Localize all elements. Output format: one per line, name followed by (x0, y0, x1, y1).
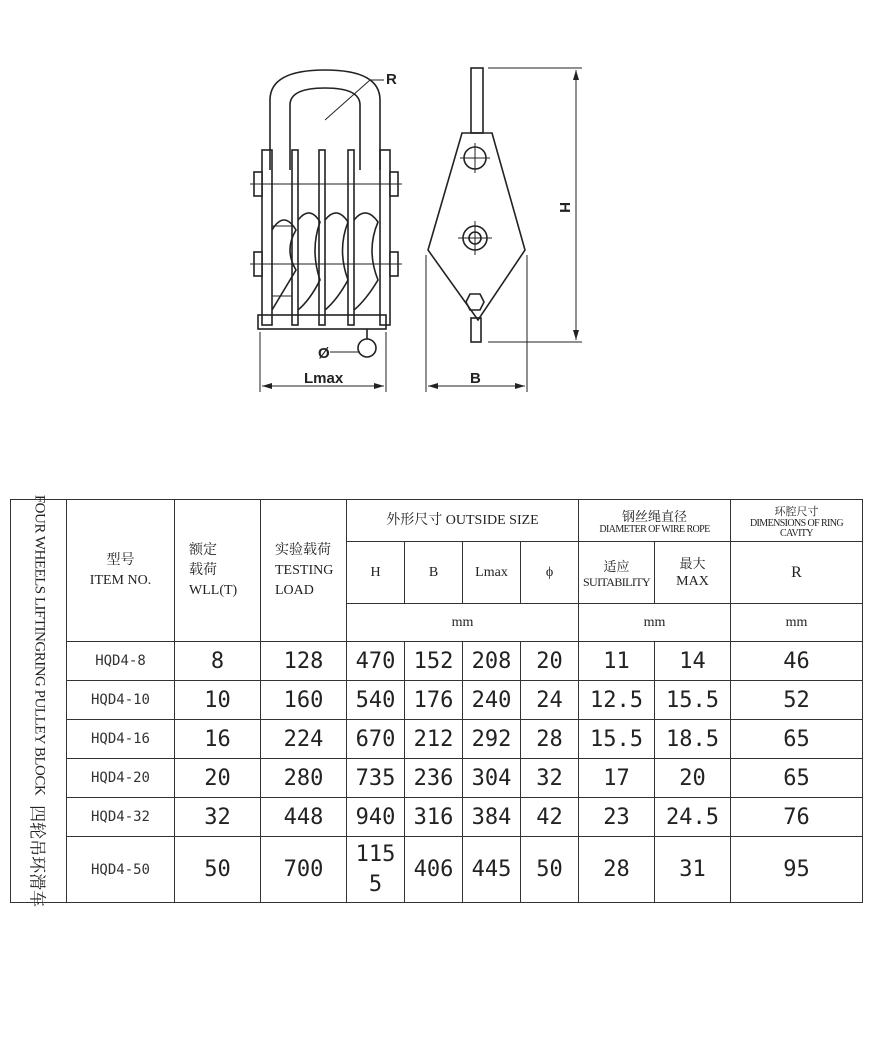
cell-b: 236 (405, 759, 463, 798)
cell-suit: 23 (579, 798, 655, 837)
cell-wll: 32 (175, 798, 261, 837)
cell-model: HQD4-20 (67, 759, 175, 798)
label-r: R (386, 71, 397, 88)
header-phi: ϕ (521, 542, 579, 604)
cell-test: 280 (261, 759, 347, 798)
cell-model: HQD4-8 (67, 642, 175, 681)
cell-max: 24.5 (655, 798, 731, 837)
header-max (655, 542, 731, 604)
cell-h: 735 (347, 759, 405, 798)
header-ring-en: DIMENSIONS OF RING CAVITY (749, 517, 844, 539)
cell-lmax: 208 (463, 642, 521, 681)
cell-max: 14 (655, 642, 731, 681)
header-h: H (347, 542, 405, 604)
cell-phi: 42 (521, 798, 579, 837)
header-test-cn: 实验载荷 (275, 542, 331, 558)
cell-r: 65 (731, 720, 863, 759)
cell-phi: 28 (521, 720, 579, 759)
header-b: B (405, 542, 463, 604)
unit-rope: mm (579, 604, 731, 642)
header-test-en-1: TESTING (275, 562, 334, 578)
header-wll-cn-2: 载荷 (189, 562, 217, 578)
unit-outside: mm (347, 604, 579, 642)
header-lmax: Lmax (463, 542, 521, 604)
cell-lmax: 304 (463, 759, 521, 798)
header-model-en: ITEM NO. (89, 572, 152, 588)
cell-suit: 28 (579, 837, 655, 903)
cell-wll: 10 (175, 681, 261, 720)
cell-test: 160 (261, 681, 347, 720)
cell-model: HQD4-10 (67, 681, 175, 720)
cell-wll: 20 (175, 759, 261, 798)
cell-max: 31 (655, 837, 731, 903)
header-model-cn: 型号 (106, 552, 135, 568)
cell-b: 316 (405, 798, 463, 837)
header-max-cn: 最大 (679, 556, 706, 571)
header-ring (731, 500, 863, 542)
header-r: R (731, 542, 863, 604)
header-ring-cn: 环腔尺寸 (774, 505, 819, 518)
cell-phi: 24 (521, 681, 579, 720)
cell-suit: 12.5 (579, 681, 655, 720)
header-wll (175, 500, 261, 642)
cell-wll: 16 (175, 720, 261, 759)
cell-b: 406 (405, 837, 463, 903)
header-model (67, 500, 175, 642)
cell-test: 128 (261, 642, 347, 681)
table-row (11, 798, 863, 837)
cell-suit: 11 (579, 642, 655, 681)
cell-lmax: 240 (463, 681, 521, 720)
header-max-en: MAX (676, 574, 709, 589)
cell-h: 1155 (347, 837, 405, 903)
cell-h: 670 (347, 720, 405, 759)
cell-model: HQD4-50 (67, 837, 175, 903)
side-view (426, 68, 582, 392)
cell-r: 76 (731, 798, 863, 837)
table-row (11, 837, 863, 903)
header-rope-cn: 钢丝绳直径 (621, 509, 687, 524)
label-diameter: Ø (318, 345, 330, 362)
cell-wll: 8 (175, 642, 261, 681)
cell-test: 700 (261, 837, 347, 903)
cell-max: 15.5 (655, 681, 731, 720)
cell-max: 20 (655, 759, 731, 798)
label-lmax: Lmax (304, 370, 344, 387)
cell-lmax: 292 (463, 720, 521, 759)
cell-h: 540 (347, 681, 405, 720)
header-suit-en: SUITABILITY (582, 574, 651, 589)
cell-b: 212 (405, 720, 463, 759)
cell-b: 176 (405, 681, 463, 720)
cell-h: 470 (347, 642, 405, 681)
pulley-block-drawing (0, 0, 870, 440)
cell-test: 448 (261, 798, 347, 837)
table-row (11, 720, 863, 759)
cell-max: 18.5 (655, 720, 731, 759)
header-wll-cn-1: 额定 (189, 542, 217, 558)
side-title-en: FOUR WHEELS LIFTINGRING PULLEY BLOCK (31, 494, 47, 796)
header-outside-size: 外形尺寸 OUTSIDE SIZE (347, 500, 579, 542)
header-suit-cn: 适应 (603, 558, 630, 574)
cell-b: 152 (405, 642, 463, 681)
cell-r: 46 (731, 642, 863, 681)
label-b: B (470, 370, 481, 387)
table-row (11, 642, 863, 681)
cell-model: HQD4-16 (67, 720, 175, 759)
header-test (261, 500, 347, 642)
cell-phi: 50 (521, 837, 579, 903)
cell-r: 65 (731, 759, 863, 798)
table-row (11, 759, 863, 798)
cell-lmax: 445 (463, 837, 521, 903)
header-suitability (579, 542, 655, 604)
cell-phi: 32 (521, 759, 579, 798)
label-h: H (556, 202, 573, 213)
cell-test: 224 (261, 720, 347, 759)
cell-phi: 20 (521, 642, 579, 681)
front-view (250, 70, 402, 392)
header-rope (579, 500, 731, 542)
unit-ring: mm (731, 604, 863, 642)
cell-model: HQD4-32 (67, 798, 175, 837)
cell-lmax: 384 (463, 798, 521, 837)
side-title-cell (11, 494, 67, 908)
table-row (11, 681, 863, 720)
cell-suit: 17 (579, 759, 655, 798)
cell-h: 940 (347, 798, 405, 837)
cell-wll: 50 (175, 837, 261, 903)
cell-r: 95 (731, 837, 863, 903)
cell-r: 52 (731, 681, 863, 720)
header-rope-en: DIAMETER OF WIRE ROPE (599, 524, 710, 535)
header-test-en-2: LOAD (275, 582, 314, 598)
cell-suit: 15.5 (579, 720, 655, 759)
header-wll-en: WLL(T) (189, 582, 238, 598)
spec-table (10, 494, 863, 908)
side-title-cn: 四轮吊环滑车 (27, 805, 46, 908)
